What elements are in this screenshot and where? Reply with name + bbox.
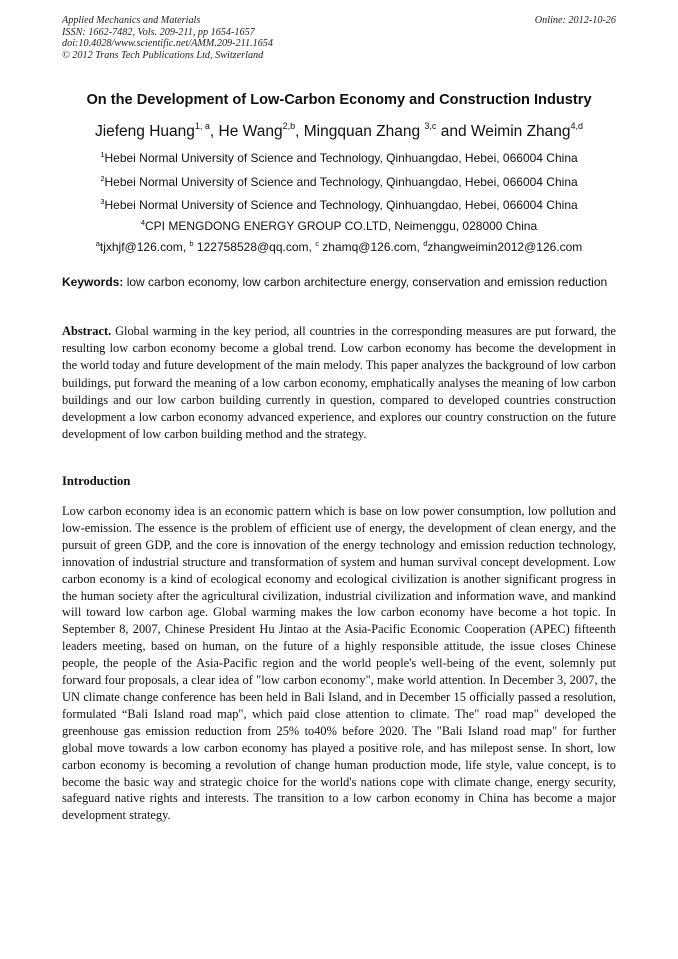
email-d: zhangweimin2012@126.com [427, 240, 583, 254]
email-b: 122758528@qq.com, [193, 240, 316, 254]
affiliation-1: $^1$Hebei Normal University of Science and Technology, Qinhuangdao, Hebei, 066004 China [100, 150, 578, 165]
keywords-text: low carbon economy, low carbon architecture energy, conservation and emission reduction [123, 275, 608, 289]
author-sup: 4,d [570, 121, 584, 131]
affiliation-2: $^2$Hebei Normal University of Science and Technology, Qinhuangdao, Hebei, 066004 China [100, 174, 578, 189]
author-name: Weimin Zhang [470, 123, 571, 140]
author-name: Jiefeng Huang [94, 123, 195, 140]
affiliation-3: $^3$Hebei Normal University of Science and Technology, Qinhuangdao, Hebei, 066004 China [100, 197, 578, 212]
author-sup: 3,c [424, 121, 437, 131]
email-list: $^a$tjxhjf@126.com, $^b$ 122758528@qq.com, $^c$ zhamq@126.com, $^d$zhangweimin2012@126.com [95, 239, 583, 254]
issn-line: ISSN: 1662-7482, Vols. 209-211, pp 1654-1657 [62, 26, 255, 38]
abstract [62, 323, 616, 443]
paper-title: On the Development of Low-Carbon Economy and Construction Industry [86, 92, 592, 108]
online-date: Online: 2012-10-26 [534, 15, 616, 26]
journal-name: Applied Mechanics and Materials [62, 15, 201, 26]
abstract-label: Abstract. [62, 324, 112, 338]
author-sup: 2,b [282, 121, 296, 131]
author-name: Mingquan Zhang [303, 123, 425, 140]
email-a: tjxhjf@126.com, [99, 240, 190, 254]
introduction-heading: Introduction [62, 474, 131, 488]
introduction-body: Low carbon economy idea is an economic pattern which is base on low power consumption, low pollution and low-emission. The essence is the problem of efficient use of energy, the development of clean energy, and the pursuit of green GDP, and the core is innovation of the energy technology and emission reduction technology, innovation of industrial structure and transformation of system and human survival concept development. Low carbon economy is a kind of ecological economy and ecological civilization is another significant progress in the human society after the agricultural civilization, industrial civilization and information wave, and mankind will toward low carbon age. Global warming makes the low carbon economy have become a hot topic. In September 8, 2007, Chinese President Hu Jintao at the Asia-Pacific Economic Cooperation (APEC) fifteenth leaders meeting, based on human, on the future of a highly responsible attitude, the issue closes Chinese people, the people of the Asia-Pacific region and the world people's well-being of the event, solemnly put forward four proposals, a clear idea of "low carbon economy", make world attention. In December 3, 2007, the UN climate change conference has been held in Bali Island, and in December 15 officially passed a resolution, formulated “Bali Island road map", which paid close attention to climate. The" road map" developed the greenhouse gas emission reduction from 25% to40% before 2020. The "Bali Island road map" for further global move towards a low carbon economy has played a positive role, and has milepost sense. In short, low carbon economy is becoming a revolution of change human production mode, life style, value concept, is to become the basic way and strategic choice for the world's nations cope with climate change, energy security, safeguard native rights and interests. The transition to a low carbon economy in China has become a major development strategy. [62, 504, 616, 823]
abstract-text: Global warming in the key period, all countries in the corresponding measures are put forward, the resulting low carbon economy become a global trend. Low carbon economy has become the development in the world today and future development of the main melody. This paper analyzes the background of low carbon buildings, put forward the meaning of a low carbon economy, emphatically analyses the meaning of low carbon buildings and our low carbon building currently in question, compared to developed countries construction development a low carbon economy advanced experience, and explores our country construction on the future development of low carbon building method and the strategy. [62, 324, 616, 442]
author-name: He Wang [218, 123, 283, 140]
affiliation-4: $^4$CPI MENGDONG ENERGY GROUP CO.LTD, Neimenggu, 028000 China [140, 218, 538, 233]
journal-header [62, 15, 616, 61]
keywords [62, 275, 616, 290]
keywords-label: Keywords: [62, 275, 124, 289]
copyright-line: © 2012 Trans Tech Publications Ltd, Switzerland [62, 49, 264, 61]
doi-line: doi:10.4028/www.scientific.net/AMM.209-211.1654 [62, 38, 273, 50]
email-c: zhamq@126.com, [318, 240, 424, 254]
author-list: Jiefeng Huang$^{1, a}$, He Wang$^{2,b}$, Mingquan Zhang $^{3,c}$ and Weimin Zhang$^{4,d}$ [94, 121, 584, 140]
author-sup: 1, a [194, 121, 210, 131]
